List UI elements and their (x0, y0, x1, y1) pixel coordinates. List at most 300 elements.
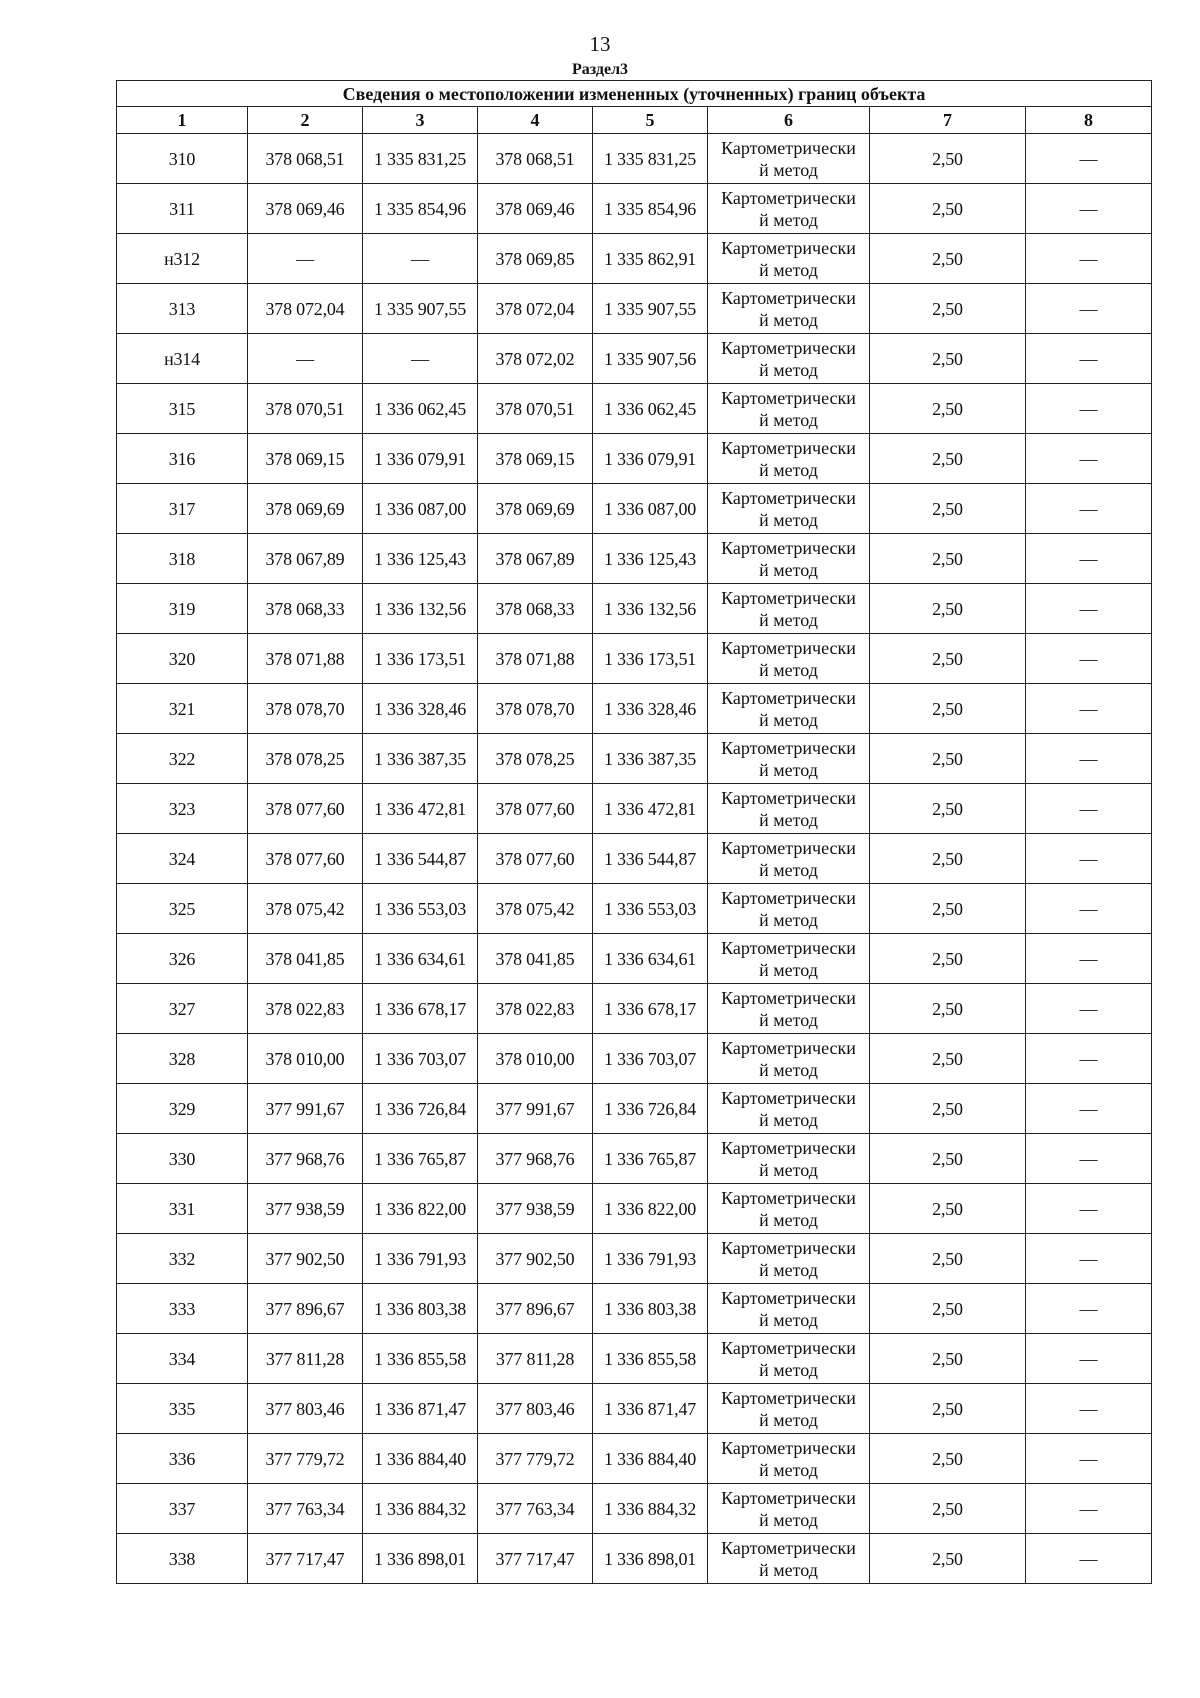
method-cell (708, 884, 870, 934)
column-number: 4 (478, 107, 593, 134)
table-row (117, 684, 1152, 734)
accuracy-cell: 2,50 (870, 1284, 1026, 1334)
table-row (117, 1034, 1152, 1084)
method-cell (708, 1334, 870, 1384)
table-row (117, 834, 1152, 884)
method-line-1: Картометрически (721, 687, 856, 708)
existing-x-cell: 378 068,33 (248, 584, 363, 634)
description-cell: — (1026, 1234, 1152, 1284)
accuracy-cell: 2,50 (870, 984, 1026, 1034)
table-body (117, 134, 1152, 1584)
point-number-cell: 313 (117, 284, 248, 334)
method-cell (708, 284, 870, 334)
point-number-cell: 336 (117, 1434, 248, 1484)
description-cell: — (1026, 1384, 1152, 1434)
refined-y-cell: 1 336 855,58 (593, 1334, 708, 1384)
table-row (117, 134, 1152, 184)
point-number-cell: 316 (117, 434, 248, 484)
existing-x-cell: 378 069,69 (248, 484, 363, 534)
table-row (117, 434, 1152, 484)
method-line-2: й метод (759, 159, 818, 180)
point-number-cell: 310 (117, 134, 248, 184)
refined-y-cell: 1 336 703,07 (593, 1034, 708, 1084)
refined-y-cell: 1 336 898,01 (593, 1534, 708, 1584)
refined-x-cell: 377 896,67 (478, 1284, 593, 1334)
method-line-2: й метод (759, 1259, 818, 1280)
method-line-1: Картометрически (721, 1537, 856, 1558)
method-cell (708, 784, 870, 834)
description-cell: — (1026, 134, 1152, 184)
existing-x-cell: 378 069,15 (248, 434, 363, 484)
description-cell: — (1026, 284, 1152, 334)
existing-y-cell: — (363, 334, 478, 384)
existing-x-cell: 377 779,72 (248, 1434, 363, 1484)
table-row (117, 634, 1152, 684)
refined-x-cell: 378 010,00 (478, 1034, 593, 1084)
refined-y-cell: 1 336 173,51 (593, 634, 708, 684)
method-line-1: Картометрически (721, 387, 856, 408)
method-line-2: й метод (759, 1409, 818, 1430)
existing-y-cell: 1 335 854,96 (363, 184, 478, 234)
description-cell: — (1026, 484, 1152, 534)
existing-x-cell: — (248, 334, 363, 384)
method-cell (708, 334, 870, 384)
existing-x-cell: 378 070,51 (248, 384, 363, 434)
refined-y-cell: 1 336 871,47 (593, 1384, 708, 1434)
existing-x-cell: 377 717,47 (248, 1534, 363, 1584)
existing-y-cell: 1 336 822,00 (363, 1184, 478, 1234)
refined-y-cell: 1 336 125,43 (593, 534, 708, 584)
method-line-2: й метод (759, 259, 818, 280)
method-line-1: Картометрически (721, 787, 856, 808)
accuracy-cell: 2,50 (870, 334, 1026, 384)
method-line-1: Картометрически (721, 1487, 856, 1508)
existing-y-cell: 1 336 634,61 (363, 934, 478, 984)
method-cell (708, 1484, 870, 1534)
description-cell: — (1026, 1434, 1152, 1484)
refined-x-cell: 377 938,59 (478, 1184, 593, 1234)
refined-y-cell: 1 335 862,91 (593, 234, 708, 284)
column-number-row (117, 107, 1152, 134)
description-cell: — (1026, 534, 1152, 584)
existing-y-cell: 1 336 791,93 (363, 1234, 478, 1284)
refined-y-cell: 1 336 765,87 (593, 1134, 708, 1184)
description-cell: — (1026, 1184, 1152, 1234)
method-line-1: Картометрически (721, 1287, 856, 1308)
description-cell: — (1026, 334, 1152, 384)
refined-x-cell: 377 902,50 (478, 1234, 593, 1284)
method-line-1: Картометрически (721, 437, 856, 458)
table-row (117, 484, 1152, 534)
method-line-2: й метод (759, 1009, 818, 1030)
table-row (117, 784, 1152, 834)
existing-y-cell: 1 336 387,35 (363, 734, 478, 784)
refined-x-cell: 377 779,72 (478, 1434, 593, 1484)
point-number-cell: 317 (117, 484, 248, 534)
column-number: 3 (363, 107, 478, 134)
existing-y-cell: — (363, 234, 478, 284)
existing-x-cell: 378 078,70 (248, 684, 363, 734)
refined-y-cell: 1 336 884,32 (593, 1484, 708, 1534)
existing-y-cell: 1 336 079,91 (363, 434, 478, 484)
method-line-1: Картометрически (721, 587, 856, 608)
description-cell: — (1026, 1084, 1152, 1134)
refined-y-cell: 1 335 907,55 (593, 284, 708, 334)
refined-x-cell: 378 070,51 (478, 384, 593, 434)
method-line-1: Картометрически (721, 1187, 856, 1208)
coordinates-table (116, 80, 1152, 1584)
existing-y-cell: 1 336 472,81 (363, 784, 478, 834)
refined-x-cell: 378 022,83 (478, 984, 593, 1034)
refined-y-cell: 1 336 079,91 (593, 434, 708, 484)
accuracy-cell: 2,50 (870, 1384, 1026, 1434)
table-row (117, 234, 1152, 284)
existing-x-cell: 377 811,28 (248, 1334, 363, 1384)
method-line-2: й метод (759, 1159, 818, 1180)
method-line-1: Картометрически (721, 1387, 856, 1408)
refined-x-cell: 377 968,76 (478, 1134, 593, 1184)
accuracy-cell: 2,50 (870, 234, 1026, 284)
description-cell: — (1026, 1284, 1152, 1334)
method-line-1: Картометрически (721, 337, 856, 358)
existing-x-cell: 378 041,85 (248, 934, 363, 984)
description-cell: — (1026, 184, 1152, 234)
accuracy-cell: 2,50 (870, 534, 1026, 584)
accuracy-cell: 2,50 (870, 134, 1026, 184)
refined-y-cell: 1 335 907,56 (593, 334, 708, 384)
table-row (117, 1084, 1152, 1134)
accuracy-cell: 2,50 (870, 1084, 1026, 1134)
method-line-1: Картометрически (721, 937, 856, 958)
refined-x-cell: 378 041,85 (478, 934, 593, 984)
description-cell: — (1026, 584, 1152, 634)
existing-y-cell: 1 336 173,51 (363, 634, 478, 684)
refined-x-cell: 378 067,89 (478, 534, 593, 584)
description-cell: — (1026, 984, 1152, 1034)
point-number-cell: 333 (117, 1284, 248, 1334)
refined-y-cell: 1 336 328,46 (593, 684, 708, 734)
description-cell: — (1026, 934, 1152, 984)
method-cell (708, 1534, 870, 1584)
accuracy-cell: 2,50 (870, 384, 1026, 434)
description-cell: — (1026, 834, 1152, 884)
description-cell: — (1026, 234, 1152, 284)
refined-y-cell: 1 335 854,96 (593, 184, 708, 234)
accuracy-cell: 2,50 (870, 1434, 1026, 1484)
existing-y-cell: 1 336 132,56 (363, 584, 478, 634)
existing-y-cell: 1 336 726,84 (363, 1084, 478, 1134)
point-number-cell: 334 (117, 1334, 248, 1384)
existing-x-cell: 378 067,89 (248, 534, 363, 584)
existing-x-cell: 378 077,60 (248, 784, 363, 834)
existing-y-cell: 1 336 765,87 (363, 1134, 478, 1184)
table-row (117, 584, 1152, 634)
point-number-cell: 331 (117, 1184, 248, 1234)
refined-y-cell: 1 336 678,17 (593, 984, 708, 1034)
existing-x-cell: 378 077,60 (248, 834, 363, 884)
refined-y-cell: 1 336 822,00 (593, 1184, 708, 1234)
existing-y-cell: 1 336 553,03 (363, 884, 478, 934)
method-line-2: й метод (759, 959, 818, 980)
accuracy-cell: 2,50 (870, 734, 1026, 784)
refined-y-cell: 1 336 791,93 (593, 1234, 708, 1284)
accuracy-cell: 2,50 (870, 1484, 1026, 1534)
point-number-cell: 329 (117, 1084, 248, 1134)
refined-x-cell: 378 068,33 (478, 584, 593, 634)
method-line-1: Картометрически (721, 487, 856, 508)
refined-x-cell: 378 068,51 (478, 134, 593, 184)
refined-y-cell: 1 336 884,40 (593, 1434, 708, 1484)
method-line-2: й метод (759, 609, 818, 630)
description-cell: — (1026, 734, 1152, 784)
refined-x-cell: 378 071,88 (478, 634, 593, 684)
accuracy-cell: 2,50 (870, 1334, 1026, 1384)
point-number-cell: 320 (117, 634, 248, 684)
refined-y-cell: 1 336 472,81 (593, 784, 708, 834)
method-cell (708, 1434, 870, 1484)
point-number-cell: 324 (117, 834, 248, 884)
table-row (117, 184, 1152, 234)
accuracy-cell: 2,50 (870, 434, 1026, 484)
accuracy-cell: 2,50 (870, 1184, 1026, 1234)
point-number-cell: 318 (117, 534, 248, 584)
method-line-1: Картометрически (721, 887, 856, 908)
refined-y-cell: 1 336 634,61 (593, 934, 708, 984)
existing-y-cell: 1 336 803,38 (363, 1284, 478, 1334)
accuracy-cell: 2,50 (870, 934, 1026, 984)
table-row (117, 1434, 1152, 1484)
table-row (117, 334, 1152, 384)
method-line-2: й метод (759, 1559, 818, 1580)
description-cell: — (1026, 434, 1152, 484)
refined-y-cell: 1 336 062,45 (593, 384, 708, 434)
refined-y-cell: 1 336 553,03 (593, 884, 708, 934)
table-row (117, 984, 1152, 1034)
page-number: 13 (589, 32, 611, 56)
accuracy-cell: 2,50 (870, 584, 1026, 634)
refined-x-cell: 378 069,46 (478, 184, 593, 234)
method-line-1: Картометрически (721, 1137, 856, 1158)
method-cell (708, 234, 870, 284)
point-number-cell: 338 (117, 1534, 248, 1584)
refined-x-cell: 377 991,67 (478, 1084, 593, 1134)
method-line-2: й метод (759, 409, 818, 430)
description-cell: — (1026, 1034, 1152, 1084)
method-line-2: й метод (759, 309, 818, 330)
column-number: 2 (248, 107, 363, 134)
refined-y-cell: 1 336 544,87 (593, 834, 708, 884)
method-cell (708, 534, 870, 584)
table-row (117, 1384, 1152, 1434)
method-line-2: й метод (759, 859, 818, 880)
refined-x-cell: 378 078,25 (478, 734, 593, 784)
existing-x-cell: 378 022,83 (248, 984, 363, 1034)
refined-x-cell: 377 811,28 (478, 1334, 593, 1384)
method-cell (708, 834, 870, 884)
accuracy-cell: 2,50 (870, 884, 1026, 934)
accuracy-cell: 2,50 (870, 834, 1026, 884)
description-cell: — (1026, 884, 1152, 934)
accuracy-cell: 2,50 (870, 184, 1026, 234)
table-row (117, 1334, 1152, 1384)
method-cell (708, 484, 870, 534)
existing-y-cell: 1 336 678,17 (363, 984, 478, 1034)
existing-x-cell: 378 010,00 (248, 1034, 363, 1084)
method-cell (708, 684, 870, 734)
existing-x-cell: 377 763,34 (248, 1484, 363, 1534)
point-number-cell: н314 (117, 334, 248, 384)
existing-x-cell: 377 968,76 (248, 1134, 363, 1184)
description-cell: — (1026, 1334, 1152, 1384)
table-row (117, 534, 1152, 584)
method-line-2: й метод (759, 459, 818, 480)
table-caption: Сведения о местоположении измененных (уточненных) границ объекта (117, 81, 1152, 107)
existing-x-cell: 377 803,46 (248, 1384, 363, 1434)
refined-x-cell: 378 069,69 (478, 484, 593, 534)
method-line-1: Картометрически (721, 1337, 856, 1358)
method-line-2: й метод (759, 1309, 818, 1330)
existing-x-cell: 377 938,59 (248, 1184, 363, 1234)
existing-y-cell: 1 336 703,07 (363, 1034, 478, 1084)
point-number-cell: 311 (117, 184, 248, 234)
point-number-cell: 337 (117, 1484, 248, 1534)
accuracy-cell: 2,50 (870, 284, 1026, 334)
method-cell (708, 184, 870, 234)
method-line-1: Картометрически (721, 1437, 856, 1458)
method-line-1: Картометрически (721, 1087, 856, 1108)
existing-y-cell: 1 336 855,58 (363, 1334, 478, 1384)
refined-y-cell: 1 336 087,00 (593, 484, 708, 534)
column-number: 8 (1026, 107, 1152, 134)
column-number: 1 (117, 107, 248, 134)
method-line-2: й метод (759, 1109, 818, 1130)
existing-y-cell: 1 336 328,46 (363, 684, 478, 734)
table-row (117, 284, 1152, 334)
refined-x-cell: 378 075,42 (478, 884, 593, 934)
existing-y-cell: 1 335 831,25 (363, 134, 478, 184)
method-line-2: й метод (759, 659, 818, 680)
point-number-cell: 322 (117, 734, 248, 784)
refined-x-cell: 378 069,85 (478, 234, 593, 284)
table-row (117, 1134, 1152, 1184)
method-cell (708, 1284, 870, 1334)
existing-x-cell: 377 991,67 (248, 1084, 363, 1134)
existing-x-cell: 378 071,88 (248, 634, 363, 684)
point-number-cell: 335 (117, 1384, 248, 1434)
method-line-1: Картометрически (721, 837, 856, 858)
table-row (117, 384, 1152, 434)
refined-y-cell: 1 336 387,35 (593, 734, 708, 784)
method-cell (708, 1134, 870, 1184)
table-row (117, 1284, 1152, 1334)
refined-x-cell: 377 803,46 (478, 1384, 593, 1434)
description-cell: — (1026, 384, 1152, 434)
existing-x-cell: 378 072,04 (248, 284, 363, 334)
refined-y-cell: 1 336 132,56 (593, 584, 708, 634)
existing-y-cell: 1 336 087,00 (363, 484, 478, 534)
table-row (117, 1234, 1152, 1284)
accuracy-cell: 2,50 (870, 1534, 1026, 1584)
point-number-cell: 326 (117, 934, 248, 984)
method-cell (708, 984, 870, 1034)
point-number-cell: 327 (117, 984, 248, 1034)
method-line-2: й метод (759, 1059, 818, 1080)
method-line-1: Картометрически (721, 237, 856, 258)
table-row (117, 1534, 1152, 1584)
refined-x-cell: 378 077,60 (478, 784, 593, 834)
method-line-2: й метод (759, 1509, 818, 1530)
accuracy-cell: 2,50 (870, 684, 1026, 734)
method-line-2: й метод (759, 1459, 818, 1480)
method-cell (708, 1084, 870, 1134)
method-cell (708, 584, 870, 634)
existing-x-cell: — (248, 234, 363, 284)
accuracy-cell: 2,50 (870, 1134, 1026, 1184)
description-cell: — (1026, 1484, 1152, 1534)
method-cell (708, 1034, 870, 1084)
method-cell (708, 934, 870, 984)
method-cell (708, 1234, 870, 1284)
column-number: 5 (593, 107, 708, 134)
accuracy-cell: 2,50 (870, 784, 1026, 834)
existing-x-cell: 378 075,42 (248, 884, 363, 934)
point-number-cell: 323 (117, 784, 248, 834)
table-row (117, 934, 1152, 984)
method-line-1: Картометрически (721, 287, 856, 308)
method-cell (708, 634, 870, 684)
refined-x-cell: 377 717,47 (478, 1534, 593, 1584)
refined-x-cell: 378 078,70 (478, 684, 593, 734)
refined-y-cell: 1 335 831,25 (593, 134, 708, 184)
table-row (117, 1184, 1152, 1234)
refined-x-cell: 378 072,02 (478, 334, 593, 384)
description-cell: — (1026, 784, 1152, 834)
refined-x-cell: 377 763,34 (478, 1484, 593, 1534)
method-cell (708, 1184, 870, 1234)
point-number-cell: 332 (117, 1234, 248, 1284)
existing-x-cell: 377 902,50 (248, 1234, 363, 1284)
method-cell (708, 1384, 870, 1434)
column-number: 6 (708, 107, 870, 134)
existing-x-cell: 377 896,67 (248, 1284, 363, 1334)
accuracy-cell: 2,50 (870, 634, 1026, 684)
method-line-1: Картометрически (721, 637, 856, 658)
point-number-cell: 319 (117, 584, 248, 634)
refined-x-cell: 378 077,60 (478, 834, 593, 884)
refined-x-cell: 378 069,15 (478, 434, 593, 484)
refined-y-cell: 1 336 803,38 (593, 1284, 708, 1334)
method-line-2: й метод (759, 509, 818, 530)
existing-y-cell: 1 336 544,87 (363, 834, 478, 884)
existing-y-cell: 1 335 907,55 (363, 284, 478, 334)
method-line-1: Картометрически (721, 737, 856, 758)
description-cell: — (1026, 1534, 1152, 1584)
method-cell (708, 384, 870, 434)
existing-x-cell: 378 078,25 (248, 734, 363, 784)
method-cell (708, 134, 870, 184)
point-number-cell: 321 (117, 684, 248, 734)
point-number-cell: 328 (117, 1034, 248, 1084)
refined-y-cell: 1 336 726,84 (593, 1084, 708, 1134)
refined-x-cell: 378 072,04 (478, 284, 593, 334)
existing-y-cell: 1 336 062,45 (363, 384, 478, 434)
description-cell: — (1026, 1134, 1152, 1184)
method-line-1: Картометрически (721, 537, 856, 558)
point-number-cell: 330 (117, 1134, 248, 1184)
method-line-1: Картометрически (721, 987, 856, 1008)
point-number-cell: 315 (117, 384, 248, 434)
description-cell: — (1026, 684, 1152, 734)
